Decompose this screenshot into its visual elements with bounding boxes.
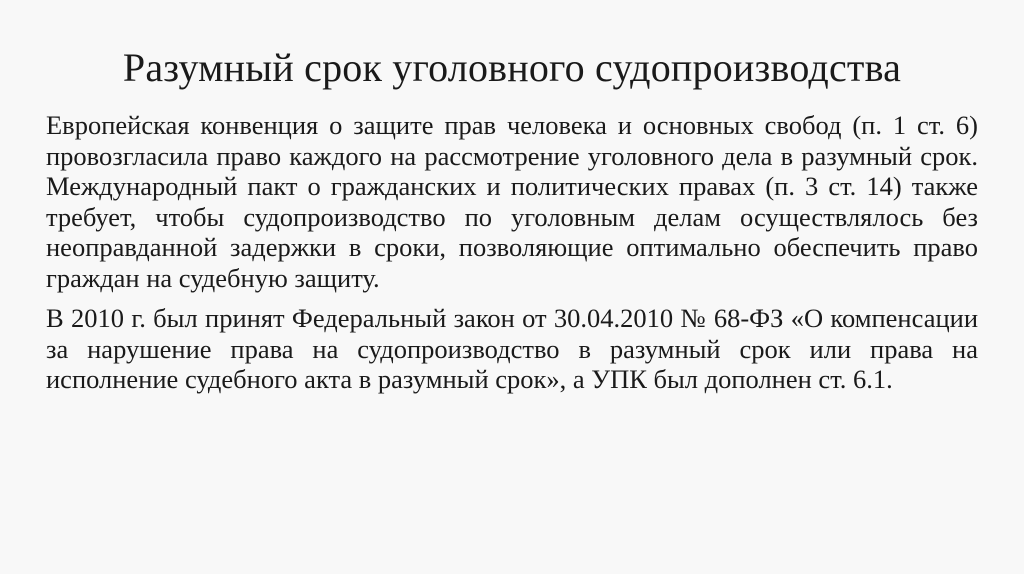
slide-title: Разумный срок уголовного судопроизводства — [122, 45, 902, 90]
paragraph-federal-law: В 2010 г. был принят Федеральный закон от 30.04.2010 № 68-ФЗ «О компенсации за нарушение права на судопроизводство в разумный срок или права на исполнение судебного акта в разумный срок», а УПК был дополнен ст. 6.1. — [46, 303, 978, 394]
slide-body — [46, 110, 978, 395]
paragraph-convention: Европейская конвенция о защите прав человека и основных свобод (п. 1 ст. 6) провозгласила право каждого на рассмотрение уголовного дела в разумный срок. Международный пакт о гражданских и политических правах (п. 3 ст. 14) также требует, чтобы судопроизводство по уголовным делам осуществлялось без неоправданной задержки в сроки, позволяющие оптимально обеспечить право граждан на судебную защиту. — [46, 110, 978, 293]
